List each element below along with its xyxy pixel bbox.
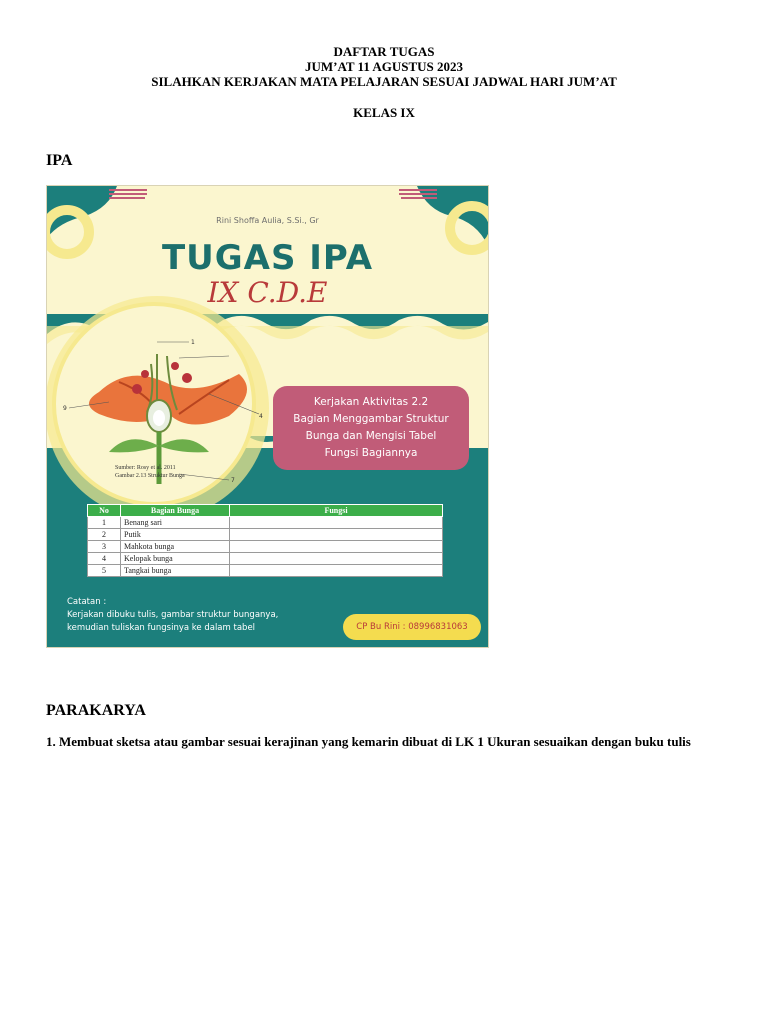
table-row <box>88 565 443 577</box>
note-title: Catatan : <box>67 597 107 607</box>
row-function <box>230 565 443 577</box>
row-function <box>230 553 443 565</box>
doc-class: KELAS IX <box>353 105 415 120</box>
row-function <box>230 541 443 553</box>
activity-line-3: Bunga dan Mengisi Tabel <box>305 430 437 442</box>
contact-badge: CP Bu Rini : 08996831063 <box>343 614 481 640</box>
activity-line-1: Kerjakan Aktivitas 2.2 <box>313 396 429 408</box>
table-row <box>88 517 443 529</box>
row-function <box>230 517 443 529</box>
svg-text:7: 7 <box>231 477 235 484</box>
doc-date: JUM’AT 11 AGUSTUS 2023 <box>304 59 464 74</box>
note-line-2: kemudian tuliskan fungsinya ke dalam tabel <box>67 623 256 633</box>
table-row <box>88 541 443 553</box>
row-no: 1 <box>88 517 121 529</box>
flower-structure-illustration <box>59 334 269 484</box>
row-no: 2 <box>88 529 121 541</box>
row-part: Mahkota bunga <box>121 541 230 553</box>
figure-source <box>115 464 185 480</box>
svg-text:4: 4 <box>259 413 263 420</box>
row-function <box>230 529 443 541</box>
section-ipa-title: IPA <box>46 152 73 169</box>
table-header-function: Fungsi <box>230 505 443 517</box>
doc-title: DAFTAR TUGAS <box>333 44 435 59</box>
flower-parts-table <box>87 504 443 577</box>
row-part: Benang sari <box>121 517 230 529</box>
table-row <box>88 553 443 565</box>
activity-line-4: Fungsi Bagiannya <box>324 447 418 459</box>
note-line-1: Kerjakan dibuku tulis, gambar struktur bunganya, <box>67 610 279 620</box>
poster-classes: IX C.D.E <box>207 276 328 309</box>
row-part: Putik <box>121 529 230 541</box>
poster-title: TUGAS IPA <box>161 238 374 278</box>
activity-line-2: Bagian Menggambar Struktur <box>293 413 449 425</box>
row-no: 4 <box>88 553 121 565</box>
svg-text:1: 1 <box>191 339 195 346</box>
teacher-name: Rini Shoffa Aulia, S.Si., Gr <box>216 216 319 225</box>
parakarya-task-text: 1. Membuat sketsa atau gambar sesuai kerajinan yang kemarin dibuat di LK 1 Ukuran sesuaikan dengan buku tulis <box>46 734 691 749</box>
source-line-2: Gambar 2.13 Struktur Bunga <box>115 473 185 479</box>
doc-instruction: SILAHKAN KERJAKAN MATA PELAJARAN SESUAI JADWAL HARI JUM’AT <box>151 74 617 89</box>
table-row <box>88 529 443 541</box>
row-no: 5 <box>88 565 121 577</box>
activity-instruction-box <box>273 386 469 470</box>
source-line-1: Sumber: Rosy et al. 2011 <box>115 465 176 471</box>
table-header-no: No <box>88 505 121 517</box>
svg-text:9: 9 <box>63 405 67 412</box>
ipa-task-poster <box>46 185 489 648</box>
row-part: Kelopak bunga <box>121 553 230 565</box>
section-parakarya-title: PARAKARYA <box>46 702 146 719</box>
row-no: 3 <box>88 541 121 553</box>
poster-note <box>67 596 278 635</box>
row-part: Tangkai bunga <box>121 565 230 577</box>
table-header-part: Bagian Bunga <box>121 505 230 517</box>
